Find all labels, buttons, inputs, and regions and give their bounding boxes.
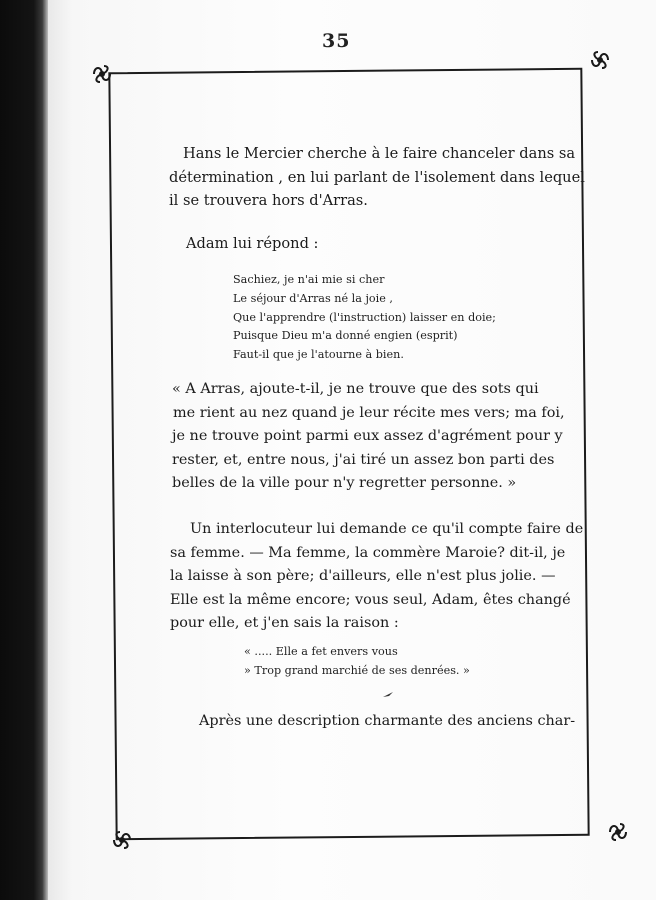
floral-knot-icon	[606, 820, 630, 844]
paragraph-2	[186, 232, 318, 256]
text-line: Après une description charmante des anciens char-	[199, 713, 576, 729]
text-line: la laisse à son père; d'ailleurs, elle n'est plus jolie. —	[170, 568, 556, 584]
paragraph-4	[170, 518, 583, 636]
verse-line: Puisque Dieu m'a donné engien (esprit)	[233, 329, 458, 343]
text-line: Un interlocuteur lui demande ce qu'il compte faire de	[190, 521, 584, 537]
text-line: rester, et, entre nous, j'ai tiré un assez bon parti des	[172, 451, 555, 468]
floral-knot-icon	[90, 62, 114, 86]
page-number: 35	[322, 30, 351, 52]
verse-block-2	[244, 643, 470, 681]
text-line: me rient au nez quand je leur récite mes vers; ma foi,	[173, 404, 565, 421]
text-line: je ne trouve point parmi eux assez d'agrément pour y	[172, 428, 563, 444]
paragraph-5	[199, 710, 575, 734]
verse-line: Sachiez, je n'ai mie si cher	[233, 273, 385, 286]
verse-line: Que l'apprendre (l'instruction) laisser en doie;	[233, 310, 496, 324]
text-line: « A Arras, ajoute-t-il, je ne trouve que des sots qui	[172, 381, 539, 397]
verse-line: Le séjour d'Arras né la joie ,	[233, 291, 393, 305]
text-line: détermination , en lui parlant de l'isolement dans lequel	[169, 168, 585, 186]
text-line: Elle est la même encore; vous seul, Adam, êtes changé	[170, 591, 571, 608]
verse-line: « ..... Elle a fet envers vous	[244, 645, 398, 658]
verse-block-1	[233, 271, 496, 365]
paragraph-1	[169, 142, 585, 213]
paragraph-3	[172, 378, 565, 496]
floral-knot-icon	[110, 828, 134, 852]
verse-line: Faut-il que je l'atourne à bien.	[233, 348, 404, 362]
text-line: belles de la ville pour n'y regretter personne. »	[172, 475, 517, 491]
text-line: pour elle, et j'en sais la raison :	[170, 615, 399, 631]
binding-shadow	[0, 0, 48, 900]
text-line: Adam lui répond :	[186, 235, 319, 252]
fleuron-icon	[383, 683, 393, 689]
text-line: il se trouvera hors d'Arras.	[169, 192, 368, 209]
floral-knot-icon	[588, 48, 612, 72]
text-line: Hans le Mercier cherche à le faire chanceler dans sa	[183, 145, 576, 162]
text-line: sa femme. — Ma femme, la commère Maroie? dit-il, je	[170, 544, 566, 561]
verse-line: » Trop grand marchié de ses denrées. »	[244, 663, 470, 677]
